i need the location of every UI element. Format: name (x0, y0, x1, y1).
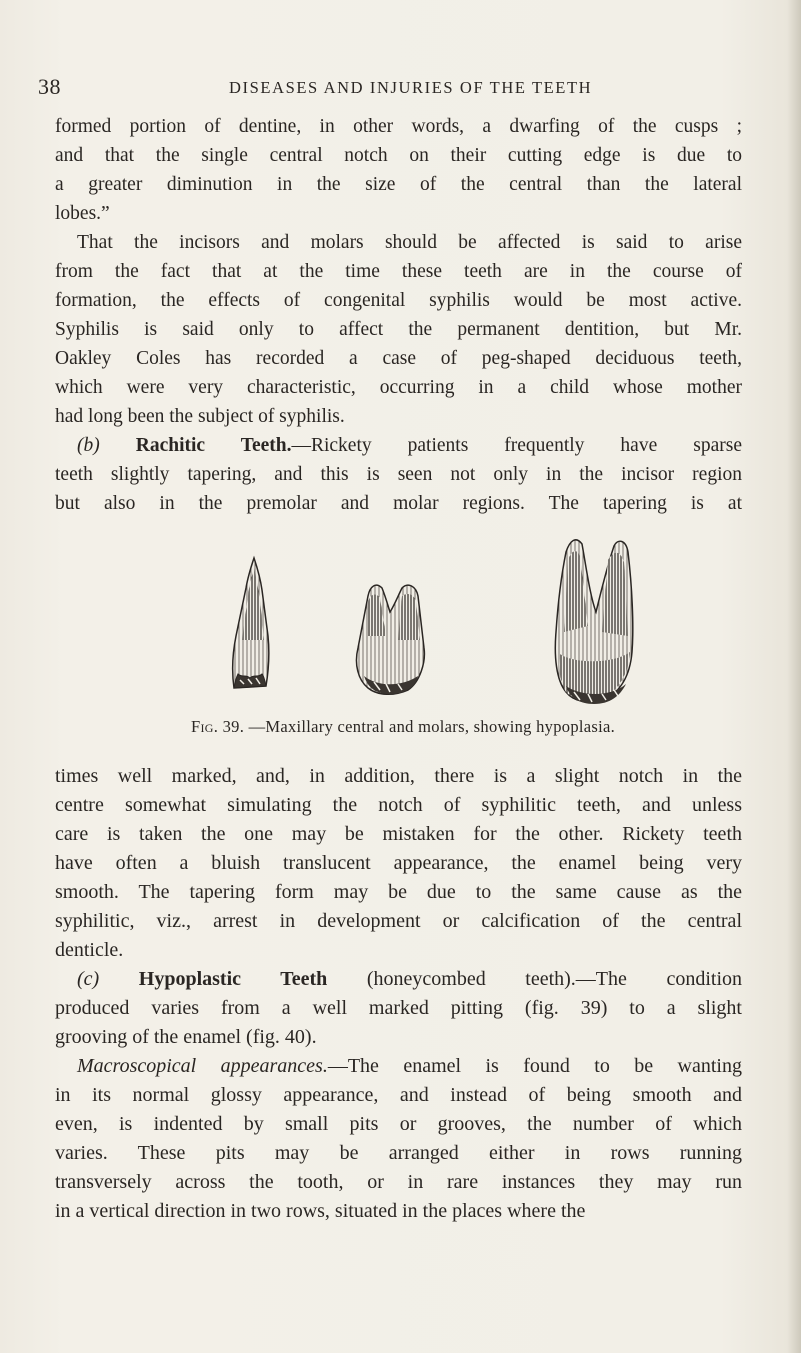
text-line: care is taken the one may be mistaken for the other. Rickety teeth (55, 823, 742, 845)
text-line: varies. These pits may be arranged either in rows running (55, 1142, 742, 1164)
text-line: transversely across the tooth, or in rare instances they may run (55, 1171, 742, 1193)
incisor-tooth (233, 558, 269, 688)
text-line: have often a bluish translucent appearance, the enamel being very (55, 852, 742, 874)
text-line: from the fact that at the time these teeth are in the course of (55, 261, 742, 282)
text-line: grooving of the enamel (fig. 40). (55, 1026, 317, 1048)
text-line: teeth slightly tapering, and this is seen not only in the incisor region (55, 464, 742, 485)
running-head: DISEASES AND INJURIES OF THE TEETH (229, 78, 593, 97)
page-number: 38 (38, 74, 61, 99)
macro-heading: Macroscopical appearances. (77, 1055, 328, 1077)
text-line: syphilitic, viz., arrest in development or calcification of the central (55, 910, 742, 932)
hypoplastic-prefix: (c) (77, 968, 139, 990)
figure-caption-text: —Maxillary central and molars, showing hypoplasia. (248, 717, 616, 736)
bottom-text-block (55, 762, 742, 1226)
text-line: had long been the subject of syphilis. (55, 406, 345, 427)
text-line: lobes.” (55, 203, 110, 224)
page-header (38, 74, 758, 104)
text-line: and that the single central notch on their cutting edge is due to (55, 145, 742, 166)
top-text-block (55, 112, 742, 518)
text-line: denticle. (55, 939, 124, 961)
text-line: produced varies from a well marked pitting (fig. 39) to a slight (55, 997, 742, 1019)
text-line: formed portion of dentine, in other words, a dwarfing of the cusps ; (55, 116, 742, 137)
hypoplastic-heading-line (55, 965, 742, 994)
hypoplastic-heading: Hypoplastic Teeth (138, 968, 328, 990)
text-line: Syphilis is said only to affect the permanent dentition, but Mr. (55, 319, 742, 340)
macro-heading-line (55, 1052, 742, 1081)
rachitic-heading: Rachitic Teeth. (135, 435, 292, 456)
text-line: in a vertical direction in two rows, situated in the places where the (55, 1200, 586, 1222)
rachitic-heading-line (55, 431, 742, 460)
text-line: times well marked, and, in addition, there is a slight notch in the (55, 765, 742, 787)
rachitic-prefix: (b) (77, 435, 136, 456)
text-line: Oakley Coles has recorded a case of peg-shaped deciduous teeth, (55, 348, 742, 369)
page-edge-shadow (787, 0, 801, 1353)
text-line: in its normal glossy appearance, and instead of being smooth and (55, 1084, 742, 1106)
hypoplastic-line-0: (honeycombed teeth).—The condition (327, 968, 743, 990)
molar-tooth-small (356, 585, 424, 694)
text-line: which were very characteristic, occurring in a child whose mother (55, 377, 742, 398)
figure-teeth-illustration (218, 536, 658, 706)
teeth-svg (218, 536, 658, 706)
text-line: even, is indented by small pits or grooves, the number of which (55, 1113, 742, 1135)
text-line: That the incisors and molars should be affected is said to arise (77, 232, 742, 253)
text-line: centre somewhat simulating the notch of syphilitic teeth, and unless (55, 794, 742, 816)
text-line: but also in the premolar and molar regions. The tapering is at (55, 493, 742, 514)
text-line: smooth. The tapering form may be due to the same cause as the (55, 881, 742, 903)
figure-label: Fig. 39. (191, 717, 245, 736)
figure-caption (191, 717, 615, 737)
macro-line-0: —The enamel is found to be wanting (327, 1055, 742, 1077)
rachitic-line-0: —Rickety patients frequently have sparse (291, 435, 742, 456)
text-line: a greater diminution in the size of the central than the lateral (55, 174, 742, 195)
molar-tooth-large (555, 540, 632, 704)
text-line: formation, the effects of congenital syphilis would be most active. (55, 290, 742, 311)
